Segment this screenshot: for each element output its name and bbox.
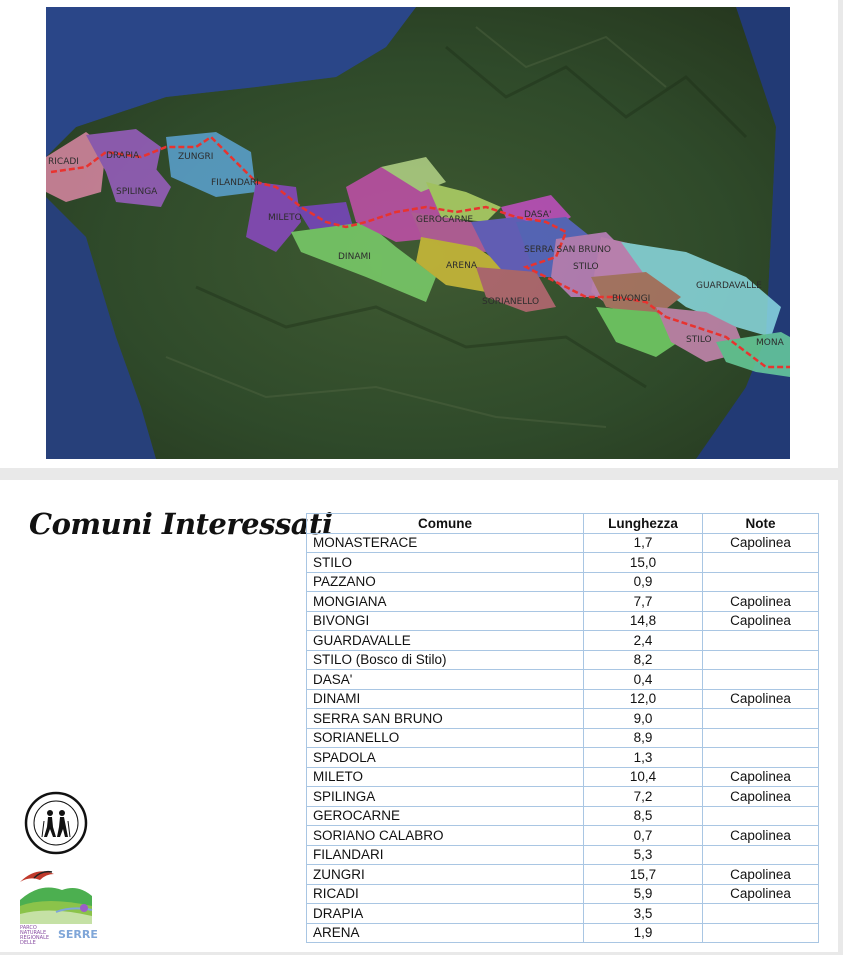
cell-lunghezza: 0,4 xyxy=(584,670,703,690)
cell-note xyxy=(703,670,819,690)
cell-lunghezza: 7,7 xyxy=(584,592,703,612)
table-body xyxy=(307,533,819,943)
cell-lunghezza: 0,7 xyxy=(584,826,703,846)
trekking-experience-logo xyxy=(24,791,88,855)
table-row xyxy=(307,709,819,729)
cell-comune: SORIANO CALABRO xyxy=(307,826,584,846)
table-row xyxy=(307,884,819,904)
map-label: STILO xyxy=(573,262,599,272)
table-row xyxy=(307,689,819,709)
table-row xyxy=(307,845,819,865)
table-header-row xyxy=(307,514,819,534)
map-label: GUARDAVALLE xyxy=(696,281,762,291)
table-row xyxy=(307,631,819,651)
cell-comune: SPADOLA xyxy=(307,748,584,768)
map-label: SORIANELLO xyxy=(482,297,540,307)
map-label: SPILINGA xyxy=(116,187,158,197)
map-label: DASA' xyxy=(524,210,552,220)
map-label: BIVONGI xyxy=(612,294,651,304)
cell-note xyxy=(703,650,819,670)
cell-note: Capolinea xyxy=(703,689,819,709)
cell-comune: SORIANELLO xyxy=(307,728,584,748)
cell-lunghezza: 8,9 xyxy=(584,728,703,748)
cell-note xyxy=(703,806,819,826)
cell-comune: DINAMI xyxy=(307,689,584,709)
map-label: SERRA SAN BRUNO xyxy=(524,245,612,255)
map-label: STILO xyxy=(686,335,712,345)
cell-comune: RICADI xyxy=(307,884,584,904)
column-header-lunghezza: Lunghezza xyxy=(584,514,703,534)
cell-note xyxy=(703,709,819,729)
cell-lunghezza: 9,0 xyxy=(584,709,703,729)
cell-comune: DRAPIA xyxy=(307,904,584,924)
table-row xyxy=(307,923,819,943)
table-row xyxy=(307,572,819,592)
cell-comune: MONGIANA xyxy=(307,592,584,612)
cell-comune: MILETO xyxy=(307,767,584,787)
map-label: RICADI xyxy=(48,157,79,167)
table-row xyxy=(307,904,819,924)
map-label: FILANDARI xyxy=(211,178,259,188)
cell-note: Capolinea xyxy=(703,826,819,846)
table-row xyxy=(307,553,819,573)
cell-lunghezza: 1,3 xyxy=(584,748,703,768)
map-label: ARENA xyxy=(446,261,477,271)
cell-lunghezza: 15,7 xyxy=(584,865,703,885)
park-emblem xyxy=(16,860,96,926)
cell-lunghezza: 8,5 xyxy=(584,806,703,826)
cell-note xyxy=(703,728,819,748)
cell-comune: MONASTERACE xyxy=(307,533,584,553)
map-graphic xyxy=(46,7,790,459)
cell-lunghezza: 2,4 xyxy=(584,631,703,651)
cell-comune: SERRA SAN BRUNO xyxy=(307,709,584,729)
cell-comune: GEROCARNE xyxy=(307,806,584,826)
table-row xyxy=(307,806,819,826)
table-slide xyxy=(0,480,838,952)
cell-lunghezza: 14,8 xyxy=(584,611,703,631)
map-label: ZUNGRI xyxy=(178,152,214,162)
park-name: PARCO NATURALE REGIONALE DELLE xyxy=(20,925,50,946)
satellite-map xyxy=(46,7,790,459)
park-serre: SERRE xyxy=(58,928,98,941)
cell-comune: GUARDAVALLE xyxy=(307,631,584,651)
page-title: Comuni Interessati xyxy=(29,507,333,541)
cell-comune: DASA' xyxy=(307,670,584,690)
cell-comune: ZUNGRI xyxy=(307,865,584,885)
cell-note xyxy=(703,631,819,651)
map-slide xyxy=(0,0,838,468)
table-row xyxy=(307,787,819,807)
map-label: DINAMI xyxy=(338,252,371,262)
cell-lunghezza: 10,4 xyxy=(584,767,703,787)
cell-comune: SPILINGA xyxy=(307,787,584,807)
cell-lunghezza: 1,9 xyxy=(584,923,703,943)
map-label: MONA xyxy=(756,338,784,348)
parco-serre-logo xyxy=(16,860,96,944)
cell-lunghezza: 3,5 xyxy=(584,904,703,924)
table-row xyxy=(307,767,819,787)
cell-comune: STILO (Bosco di Stilo) xyxy=(307,650,584,670)
cell-note: Capolinea xyxy=(703,787,819,807)
cell-lunghezza: 5,9 xyxy=(584,884,703,904)
table-row xyxy=(307,592,819,612)
cell-comune: BIVONGI xyxy=(307,611,584,631)
cell-note: Capolinea xyxy=(703,865,819,885)
cell-note xyxy=(703,748,819,768)
cell-lunghezza: 15,0 xyxy=(584,553,703,573)
cell-lunghezza: 8,2 xyxy=(584,650,703,670)
table-row xyxy=(307,670,819,690)
cell-note: Capolinea xyxy=(703,592,819,612)
table-row xyxy=(307,533,819,553)
map-label: DRAPIA xyxy=(106,151,140,161)
cell-note xyxy=(703,845,819,865)
cell-note: Capolinea xyxy=(703,767,819,787)
cell-note: Capolinea xyxy=(703,533,819,553)
cell-lunghezza: 12,0 xyxy=(584,689,703,709)
table-row xyxy=(307,728,819,748)
table-row xyxy=(307,650,819,670)
cell-lunghezza: 1,7 xyxy=(584,533,703,553)
column-header-note: Note xyxy=(703,514,819,534)
cell-note xyxy=(703,904,819,924)
cell-comune: PAZZANO xyxy=(307,572,584,592)
cell-comune: STILO xyxy=(307,553,584,573)
map-label: GEROCARNE xyxy=(416,215,474,225)
cell-comune: ARENA xyxy=(307,923,584,943)
cell-comune: FILANDARI xyxy=(307,845,584,865)
cell-note xyxy=(703,923,819,943)
cell-note xyxy=(703,553,819,573)
cell-note xyxy=(703,572,819,592)
cell-lunghezza: 5,3 xyxy=(584,845,703,865)
column-header-comune: Comune xyxy=(307,514,584,534)
table-row xyxy=(307,865,819,885)
map-label: MILETO xyxy=(268,213,302,223)
comuni-table xyxy=(306,513,819,943)
table-row xyxy=(307,611,819,631)
cell-lunghezza: 7,2 xyxy=(584,787,703,807)
table-row xyxy=(307,826,819,846)
cell-note: Capolinea xyxy=(703,611,819,631)
cell-lunghezza: 0,9 xyxy=(584,572,703,592)
table-row xyxy=(307,748,819,768)
cell-note: Capolinea xyxy=(703,884,819,904)
